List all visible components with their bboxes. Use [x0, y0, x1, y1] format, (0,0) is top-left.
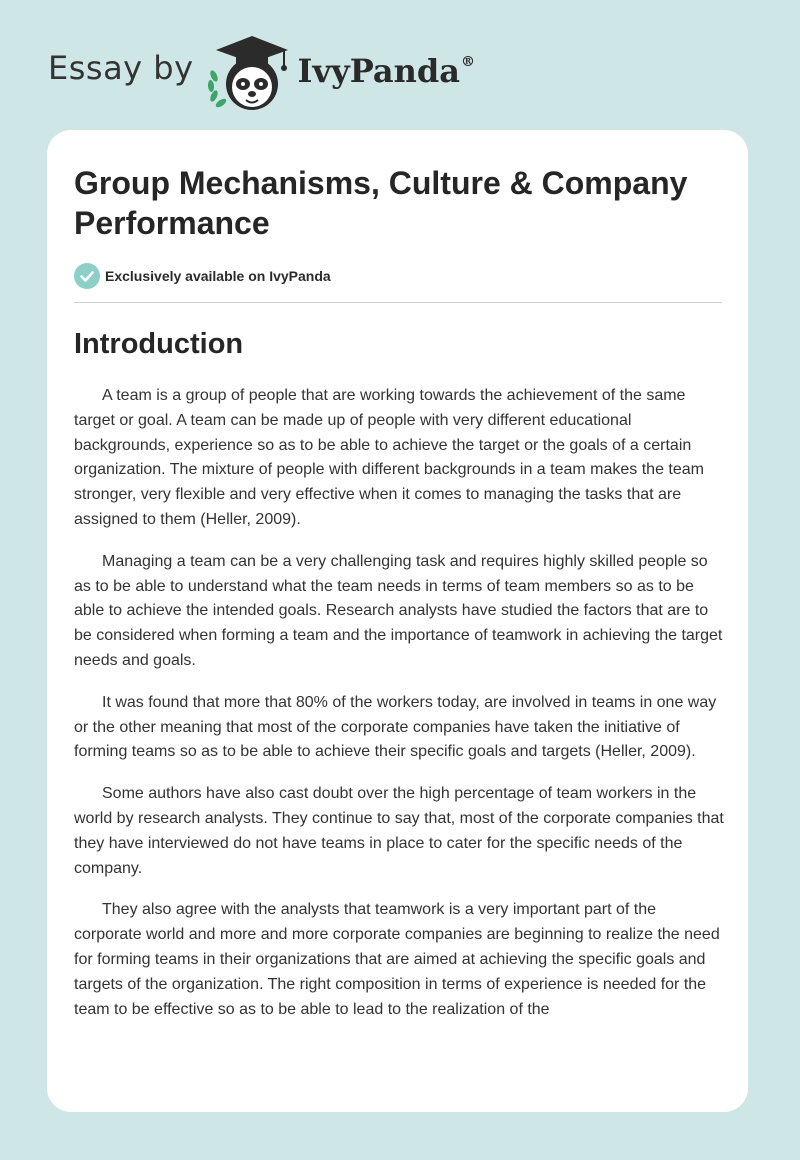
brand-label: IvyPanda: [297, 52, 460, 90]
exclusive-label: Exclusively available on IvyPanda: [105, 268, 331, 284]
paragraph: A team is a group of people that are working towards the achievement of the same target or goal. A team can be made up of people with very different educational backgrounds, experience so as to be able to achieve the target or the goals of a certain organization. The mixture of people with different backgrounds in a team makes the team stronger, very flexible and very effective when it comes to managing the tasks that are assigned to them (Heller, 2009).: [74, 387, 704, 528]
page-title: Group Mechanisms, Culture & Company Performance: [74, 165, 688, 241]
article-card: [47, 130, 748, 1112]
site-header: [48, 32, 475, 112]
paragraph: Some authors have also cast doubt over the high percentage of team workers in the world by research analysts. They continue to say that, most of the corporate companies that they have interviewed do not have teams in place to cater for the specific needs of the company.: [74, 785, 724, 877]
paragraph: They also agree with the analysts that teamwork is a very important part of the corporate world and more and more corporate companies are beginning to realize the need for forming teams in their organizations that are aimed at achieving the specific goals and targets of the organization. The right composition in terms of experience is needed for the team to be effective so as to be able to lead to the realization of the: [74, 901, 720, 1018]
brand-name[interactable]: [298, 52, 475, 90]
essay-by-label: Essay by: [48, 49, 194, 87]
paragraph: It was found that more that 80% of the workers today, are involved in teams in one way or the other meaning that most of the corporate companies have taken the initiative of forming teams so as to be able to achieve their specific goals and targets (Heller, 2009).: [74, 693, 717, 761]
article-body: [74, 384, 724, 1039]
section-heading: Introduction: [74, 328, 244, 360]
paragraph: Managing a team can be a very challenging task and requires highly skilled people so as to be able to understand what the team needs in terms of team members so as to be able to achieve the intended goals. Research analysts have studied the factors that are to be considered when forming a team and the importance of teamwork in achieving the target needs and goals.: [74, 552, 723, 669]
divider: [74, 302, 722, 303]
exclusive-badge: [74, 263, 331, 289]
registered-mark: ®: [461, 54, 475, 71]
panda-graduate-icon[interactable]: [202, 32, 294, 112]
check-badge-icon: [74, 263, 100, 289]
